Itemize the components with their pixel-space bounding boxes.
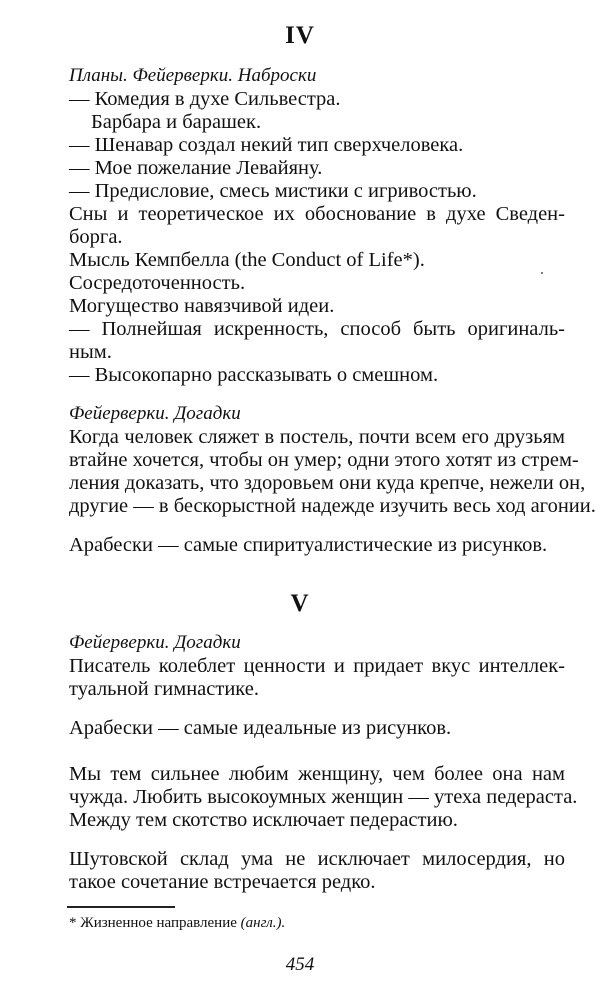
text-line: Когда человек сляжет в постель, почти всем его друзьям <box>69 426 565 448</box>
text-line: — Полнейшая искренность, способ быть оригиналь- <box>69 318 565 340</box>
text-line: Между тем скотство исключает педерастию. <box>69 809 458 831</box>
subheading-fireworks: Фейерверки. Догадки <box>69 403 241 424</box>
footnote <box>69 914 285 932</box>
page-number: 454 <box>285 954 315 975</box>
footnote-divider <box>67 906 175 908</box>
text-line: — Мое пожелание Левайяну. <box>69 157 323 179</box>
text-line: чужда. Любить высокоумных женщин — утеха педераста. <box>69 786 578 808</box>
footnote-language-note: (англ.). <box>240 915 286 931</box>
text-line: Сны и теоретическое их обоснование в духе Сведен- <box>69 203 565 225</box>
text-line: другие — в бескорыстной надежде изучить весь ход агонии. <box>69 495 596 517</box>
text-line: Барбара и барашек. <box>91 111 262 133</box>
text-line: туальной гимнастике. <box>69 678 259 700</box>
text-line: Писатель колеблет ценности и придает вкус интеллек- <box>69 655 565 677</box>
text-line: — Предисловие, смесь мистики с игривостью. <box>69 180 477 202</box>
text-line: ления доказать, что здоровьем они куда крепче, нежели он, <box>69 472 586 494</box>
text-line: Сосредоточенность. <box>69 272 246 294</box>
text-line: втайне хочется, чтобы он умер; одни этого хотят из стрем- <box>69 449 579 471</box>
text-line: — Высокопарно рассказывать о смешном. <box>69 364 439 386</box>
text-line: Шутовской склад ума не исключает милосердия, но <box>69 848 565 870</box>
text-line: ным. <box>69 341 112 363</box>
text-line: такое сочетание встречается редко. <box>69 871 376 893</box>
text-line: Арабески — самые идеальные из рисунков. <box>69 717 452 739</box>
text-line: Могущество навязчивой идеи. <box>69 295 335 317</box>
text-line: Арабески — самые спиритуалистические из рисунков. <box>69 534 548 556</box>
footnote-text: * Жизненное направление <box>69 915 241 931</box>
print-speck <box>541 272 543 274</box>
section-heading-v: V <box>290 590 310 617</box>
text-line: борга. <box>69 226 123 248</box>
section-heading-iv: IV <box>285 22 315 49</box>
text-line: — Комедия в духе Сильвестра. <box>69 88 341 110</box>
subheading-fireworks: Фейерверки. Догадки <box>69 632 241 653</box>
text-line: Мысль Кемпбелла (the Conduct of Life*). <box>69 249 425 271</box>
text-line: — Шенавар создал некий тип сверхчеловека. <box>69 134 464 156</box>
subheading-plans: Планы. Фейерверки. Наброски <box>69 65 317 86</box>
text-line: Мы тем сильнее любим женщину, чем более она нам <box>69 763 565 785</box>
